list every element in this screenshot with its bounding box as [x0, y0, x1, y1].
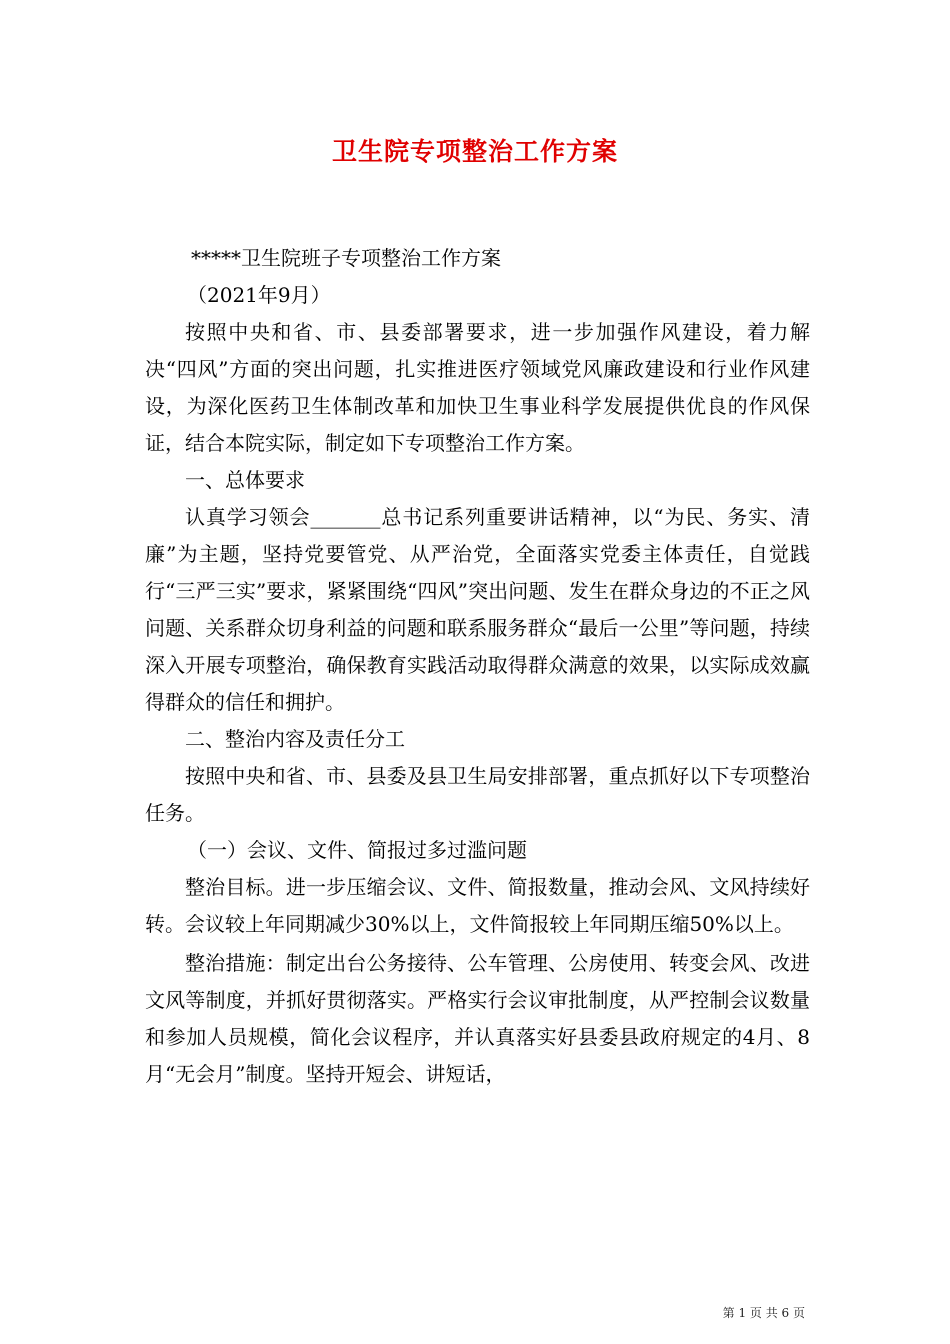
document-title: 卫生院专项整治工作方案 — [331, 137, 618, 166]
section-heading-general-requirements: 一、总体要求 — [185, 468, 305, 492]
subsection-heading-meetings: （一）会议、文件、简报过多过滥问题 — [187, 838, 527, 862]
intro-paragraph: 按照中央和省、市、县委部署要求，进一步加强作风建设，着力解决“四风”方面的突出问题，扎实推进医疗领域党风廉政建设和行业作风建设，为深化医药卫生体制改革和加快卫生事业科学发展提供优良的作风保证，结合本院实际，制定如下专项整治工作方案。 — [145, 320, 810, 455]
general-requirements-paragraph: 认真学习领会_______总书记系列重要讲话精神，以“为民、务实、清廉”为主题，坚持党要管党、从严治党，全面落实党委主体责任，自觉践行“三严三实”要求，紧紧围绕“四风”突出问题、发生在群众身边的不正之风问题、关系群众切身利益的问题和联系服务群众“最后一公里”等问题，持续深入开展专项整治，确保教育实践活动取得群众满意的效果，以实际成效赢得群众的信任和拥护。 — [145, 505, 810, 714]
page-number: 第 1 页 共 6 页 — [722, 1306, 805, 1320]
section-heading-rectification-content: 二、整治内容及责任分工 — [185, 727, 405, 751]
document-date: （2021年9月） — [187, 283, 331, 307]
rectification-content-paragraph: 按照中央和省、市、县委及县卫生局安排部署，重点抓好以下专项整治任务。 — [145, 764, 810, 825]
document-subtitle: *****卫生院班子专项整治工作方案 — [191, 246, 501, 270]
rectification-goal-paragraph: 整治目标。进一步压缩会议、文件、简报数量，推动会风、文风持续好转。会议较上年同期减少30%以上，文件简报较上年同期压缩50%以上。 — [145, 875, 810, 936]
document-body — [145, 240, 810, 1093]
rectification-measures-paragraph: 整治措施：制定出台公务接待、公车管理、公房使用、转变会风、改进文风等制度，并抓好贯彻落实。严格实行会议审批制度，从严控制会议数量和参加人员规模，简化会议程序，并认真落实好县委县政府规定的4月、8月“无会月”制度。坚持开短会、讲短话， — [145, 951, 810, 1086]
